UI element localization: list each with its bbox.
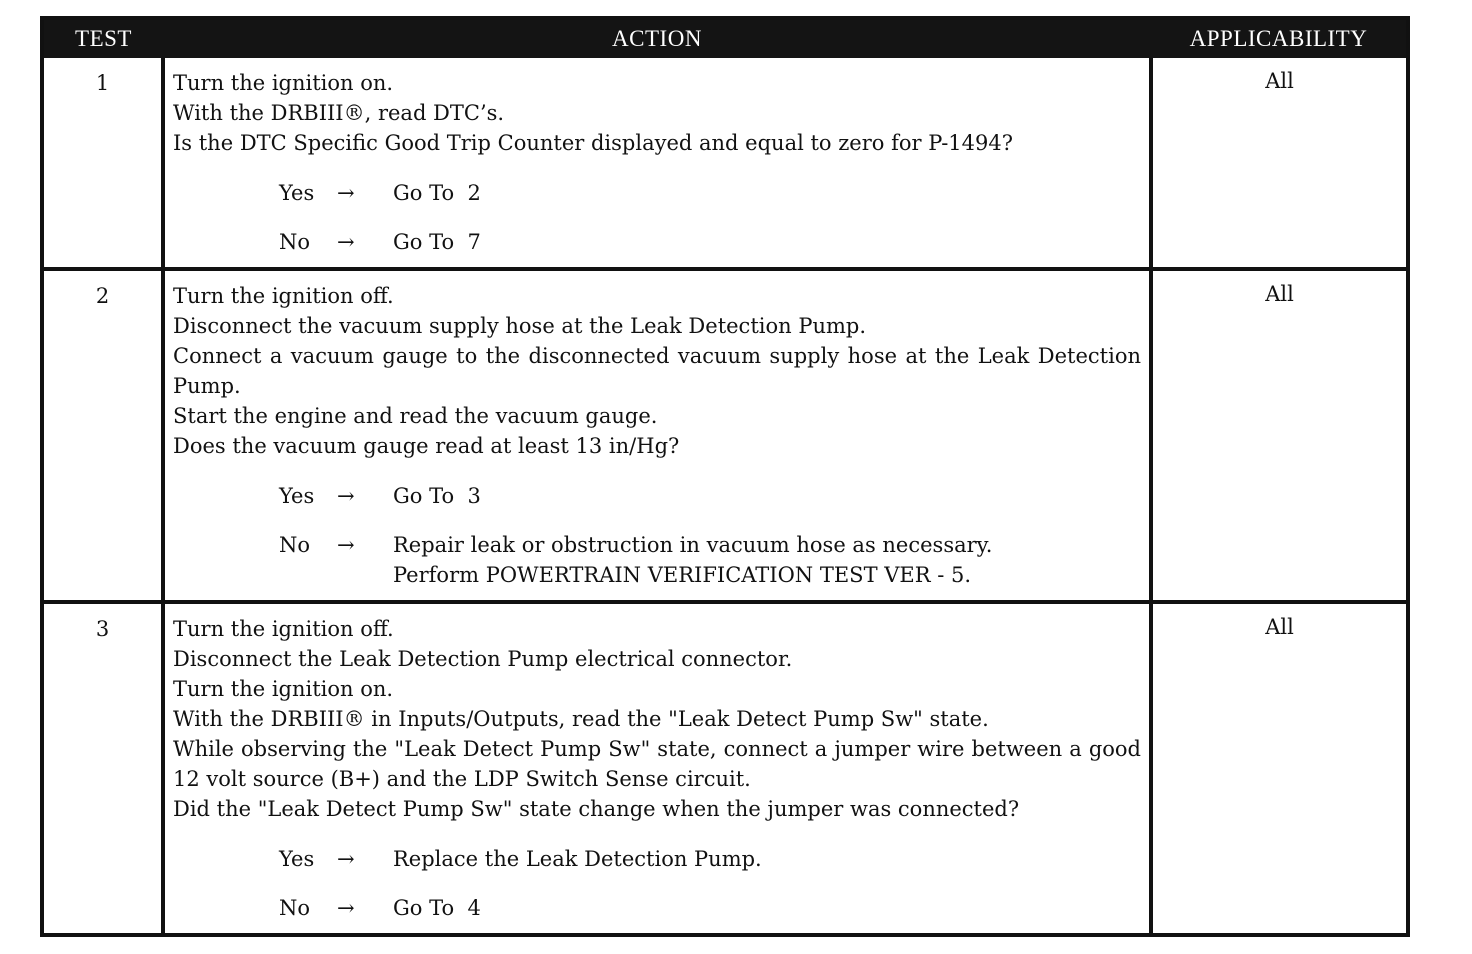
action-question: Does the vacuum gauge read at least 13 in/Hg? bbox=[173, 434, 680, 458]
action-step: With the DRBIII® in Inputs/Outputs, read the "Leak Detect Pump Sw" state. bbox=[173, 707, 989, 731]
arrow-icon: → bbox=[337, 230, 355, 254]
table-row bbox=[42, 58, 1408, 269]
yes-choice bbox=[279, 844, 1141, 874]
arrow-icon: → bbox=[337, 896, 355, 920]
yes-label: Yes bbox=[279, 847, 315, 871]
header-applicability: APPLICABILITY bbox=[1151, 18, 1408, 58]
action-step: Turn the ignition off. bbox=[173, 284, 394, 308]
result-line: Perform POWERTRAIN VERIFICATION TEST VER - 5. bbox=[393, 563, 972, 587]
no-label: No bbox=[279, 896, 311, 920]
diagnostic-procedure-table bbox=[40, 16, 1410, 937]
no-choice bbox=[279, 227, 1141, 257]
action-step: Turn the ignition off. bbox=[173, 617, 394, 641]
result-line: Repair leak or obstruction in vacuum hose as necessary. bbox=[393, 533, 993, 557]
no-choice bbox=[279, 530, 1141, 590]
result-line: Go To 7 bbox=[393, 230, 481, 254]
applicability-value: All bbox=[1151, 58, 1408, 269]
table-header-row bbox=[42, 18, 1408, 58]
answer-choices bbox=[173, 481, 1141, 590]
test-number: 1 bbox=[42, 58, 163, 269]
action-step: Connect a vacuum gauge to the disconnected vacuum supply hose at the Leak Detection Pump. bbox=[173, 344, 1141, 398]
applicability-value: All bbox=[1151, 269, 1408, 602]
no-label: No bbox=[279, 230, 311, 254]
yes-label: Yes bbox=[279, 484, 315, 508]
action-cell bbox=[163, 602, 1151, 935]
yes-result bbox=[393, 844, 1141, 874]
action-question: Did the "Leak Detect Pump Sw" state change when the jumper was connected? bbox=[173, 797, 1020, 821]
action-step: Turn the ignition on. bbox=[173, 677, 394, 701]
result-line: Replace the Leak Detection Pump. bbox=[393, 847, 762, 871]
action-question: Is the DTC Specific Good Trip Counter displayed and equal to zero for P-1494? bbox=[173, 131, 1013, 155]
result-line: Go To 4 bbox=[393, 896, 481, 920]
action-step: While observing the "Leak Detect Pump Sw" state, connect a jumper wire between a good 12 volt source (B+) and the LDP Switch Sense circuit. bbox=[173, 737, 1141, 791]
table-row bbox=[42, 269, 1408, 602]
arrow-icon: → bbox=[337, 484, 355, 508]
no-choice bbox=[279, 893, 1141, 923]
header-action: ACTION bbox=[163, 18, 1151, 58]
arrow-icon: → bbox=[337, 533, 355, 557]
yes-result bbox=[393, 178, 1141, 208]
no-result bbox=[393, 227, 1141, 257]
arrow-icon: → bbox=[337, 847, 355, 871]
no-label: No bbox=[279, 533, 311, 557]
action-cell bbox=[163, 269, 1151, 602]
answer-choices bbox=[173, 178, 1141, 257]
action-step: Disconnect the Leak Detection Pump electrical connector. bbox=[173, 647, 793, 671]
result-line: Go To 3 bbox=[393, 484, 481, 508]
action-step: Start the engine and read the vacuum gauge. bbox=[173, 404, 658, 428]
applicability-value: All bbox=[1265, 615, 1294, 639]
test-number: 2 bbox=[42, 269, 163, 602]
answer-choices bbox=[173, 844, 1141, 923]
arrow-icon: → bbox=[337, 181, 355, 205]
header-test: TEST bbox=[42, 18, 163, 58]
action-step: Disconnect the vacuum supply hose at the Leak Detection Pump. bbox=[173, 314, 866, 338]
no-result bbox=[393, 893, 1141, 923]
diagnostic-procedure-table-container bbox=[40, 16, 1406, 937]
action-step: With the DRBIII®, read DTC’s. bbox=[173, 101, 505, 125]
action-cell bbox=[163, 58, 1151, 269]
yes-label: Yes bbox=[279, 181, 315, 205]
yes-result bbox=[393, 481, 1141, 511]
table-row bbox=[42, 602, 1408, 935]
no-result bbox=[393, 530, 1141, 590]
test-number: 3 bbox=[42, 602, 163, 935]
result-line: Go To 2 bbox=[393, 181, 481, 205]
action-step: Turn the ignition on. bbox=[173, 71, 394, 95]
yes-choice bbox=[279, 481, 1141, 511]
yes-choice bbox=[279, 178, 1141, 208]
